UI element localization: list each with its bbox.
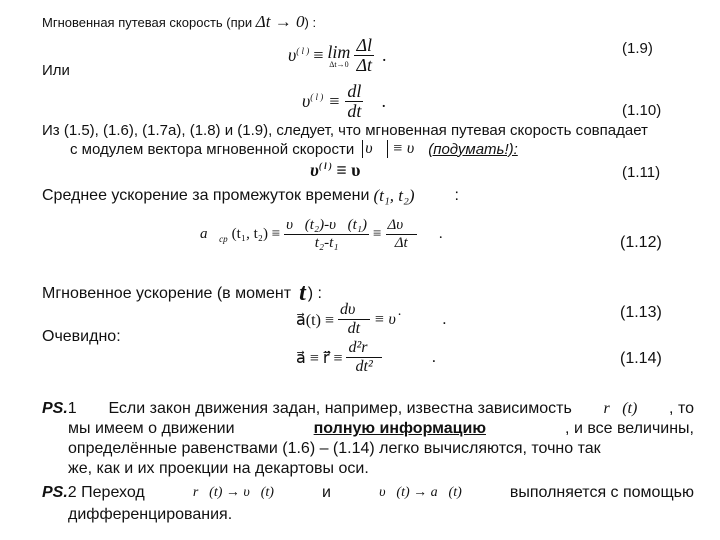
eq111-eqsign: ≡ υ <box>336 160 361 180</box>
eq114-den: dt² <box>355 357 373 375</box>
abs-velocity-formula <box>362 140 414 158</box>
ps1-num: 1 <box>67 400 77 417</box>
eq110-den: dt <box>347 100 362 121</box>
eq19-sup: ( l ) <box>296 46 310 57</box>
eq110-number: (1.10) <box>622 102 662 119</box>
eq112-args: (t₁, t₂) ≡ <box>231 226 281 243</box>
eq110-lhs: υ <box>302 91 311 112</box>
abs-velocity: υ⃗ <box>362 140 388 158</box>
eq19-eqsign: ≡ <box>313 45 324 66</box>
avg-interval: (t₁, t₂) <box>373 186 415 205</box>
eq113-num: dυ⃗ <box>339 301 368 318</box>
ps2-tail: выполняется с помощью <box>509 484 694 501</box>
eq112-den: t₂-t₁ <box>314 234 339 251</box>
ps2-and: и <box>322 484 331 501</box>
ps1-line1 <box>42 400 694 418</box>
ps1-line1c: , то <box>669 400 694 417</box>
eq112-num2: Δυ⃗ <box>387 217 415 233</box>
ps2-expr1: r⃗(t) → υ⃗(t) <box>192 485 274 500</box>
eq19-num: Δl <box>356 35 373 55</box>
eq113-den: dt <box>347 319 361 337</box>
equation-1-11 <box>310 160 360 181</box>
ps1-line2c: , и все величины, <box>565 420 694 437</box>
ps2-line2: дифференцирования. <box>68 506 233 523</box>
eq114-lhs: a⃗ ≡ r̈⃗ ≡ <box>296 349 343 367</box>
eq114-num: d²r⃗ <box>348 339 380 356</box>
average-acceleration-heading <box>42 186 459 206</box>
equation-1-13 <box>296 302 446 337</box>
eq110-num: dl <box>347 81 362 101</box>
eq113-number: (1.13) <box>620 304 662 321</box>
ps1-line2 <box>68 420 694 438</box>
ps2-word1: Переход <box>81 484 145 501</box>
eq110-sup: ( l ) <box>310 92 324 103</box>
abs-velocity-rhs: ≡ υ <box>392 140 415 157</box>
heading-text: Мгновенная путевая скорость (при <box>42 15 253 30</box>
equation-1-9 <box>288 36 387 76</box>
ps2-num: 2 <box>67 484 77 501</box>
ps2-label: PS. <box>42 484 68 501</box>
instant-path-speed-heading <box>42 12 316 32</box>
eq114-number: (1.14) <box>620 350 662 367</box>
equation-1-10 <box>302 82 386 122</box>
eq111-sup: ( l ) <box>318 161 332 171</box>
eq113-lhs: a⃗(t) ≡ <box>296 311 334 329</box>
heading-close: ) : <box>304 15 317 30</box>
eq19-number: (1.9) <box>622 40 653 57</box>
ps1-line2a: мы имеем о движении <box>68 420 235 437</box>
eq19-lim: lim <box>327 41 351 62</box>
inst-t: t <box>299 280 306 306</box>
ps1-label: PS. <box>42 400 68 417</box>
paragraph-speed-relation-line2 <box>70 140 518 158</box>
eq112-num: υ⃗(t₂)-υ⃗(t₁) <box>286 217 368 233</box>
equation-1-14 <box>296 340 436 375</box>
paragraph-speed-relation-line1: Из (1.5), (1.6), (1.7а), (1.8) и (1.9), следует, что мгновенная путевая скорость совпадает <box>42 122 648 139</box>
eq19-dot: . <box>382 45 387 66</box>
avg-text: Среднее ускорение за промежуток времени <box>42 187 370 204</box>
think-note: (подумать!): <box>428 140 518 158</box>
inst-text: Мгновенное ускорение (в момент <box>42 284 292 302</box>
ili-text: Или <box>42 62 70 79</box>
eq110-eqsign: ≡ <box>329 91 340 112</box>
eq112-sub: ср <box>219 233 228 244</box>
eq113-dot: . <box>442 310 447 328</box>
equation-1-12 <box>200 218 443 251</box>
eq112-number: (1.12) <box>620 234 662 251</box>
ps2-expr2: υ⃗(t) → a⃗(t) <box>379 485 462 500</box>
ps2-line1 <box>42 484 694 502</box>
eq19-limsub: Δt→0 <box>329 59 349 69</box>
instant-acceleration-heading <box>42 280 322 307</box>
delta-t-to-zero-formula: Δt → 0 <box>255 12 305 31</box>
eq112-den2: Δt <box>394 234 408 251</box>
eq19-den: Δt <box>356 54 373 75</box>
ps1-line3: определённые равенствами (1.6) – (1.14) легко вычисляются, точно так <box>68 440 601 457</box>
ps1-r-of-t: r⃗(t) <box>603 400 638 417</box>
eq19-lhs: υ <box>288 45 297 66</box>
obviously-text: Очевидно: <box>42 328 121 345</box>
ps1-line1a: Если закон движения задан, например, известна зависимость <box>108 400 572 417</box>
ps1-full-info: полную информацию <box>313 420 486 437</box>
eq110-dot: . <box>381 91 386 112</box>
eq111-number: (1.11) <box>622 164 661 181</box>
eq114-dot: . <box>431 348 436 366</box>
eq112-lhs: a⃗ <box>200 225 220 242</box>
inst-close: ) : <box>307 284 322 302</box>
eq111-lhs: υ <box>310 160 319 180</box>
para1-line2a: с модулем вектора мгновенной скорости <box>70 140 355 158</box>
avg-colon: : <box>454 187 459 204</box>
ps1-line4: же, как и их проекции на декартовы оси. <box>68 460 369 477</box>
eq112-eq2: ≡ <box>373 226 382 243</box>
eq113-rhs: ≡ υ̇⃗ <box>373 310 409 328</box>
eq112-dot: . <box>438 226 443 243</box>
